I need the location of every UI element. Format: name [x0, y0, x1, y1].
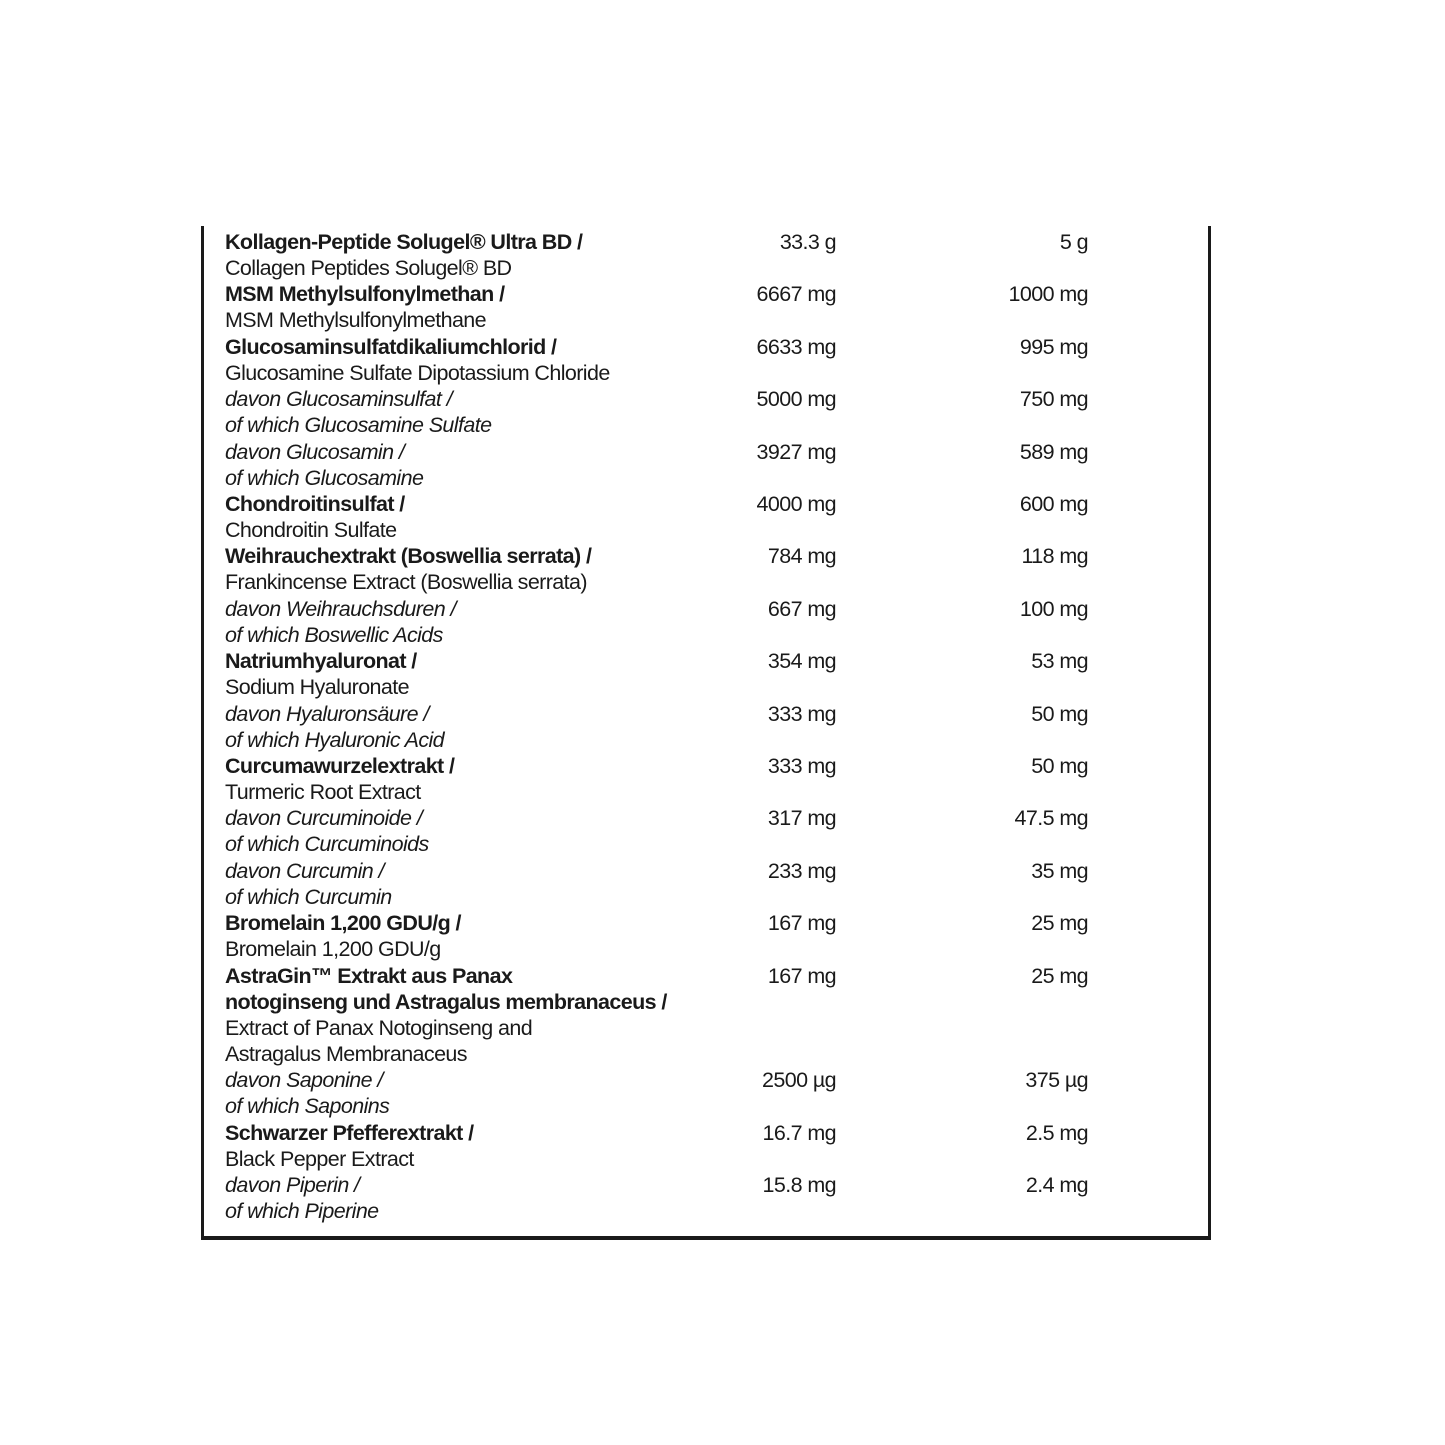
amount-per-serving: 47.5 mg [1014, 806, 1088, 831]
ingredient-line: davon Glucosaminsulfat / [225, 387, 453, 412]
amount-per-serving: 589 mg [1019, 439, 1088, 464]
ingredient-line: Turmeric Root Extract [225, 780, 421, 804]
amount-per-serving: 100 mg [1019, 596, 1088, 621]
ingredient-name [225, 596, 456, 648]
amount-per-100g: 16.7 mg [762, 1120, 836, 1145]
ingredient-name [225, 858, 392, 910]
amount-per-100g: 3927 mg [756, 439, 836, 464]
ingredient-line: davon Glucosamin / [225, 439, 405, 464]
amount-per-serving: 1000 mg [1008, 282, 1088, 307]
ingredient-line: davon Hyaluronsäure / [225, 701, 429, 726]
amount-per-serving: 25 mg [1031, 963, 1088, 988]
ingredient-name [225, 334, 610, 386]
amount-per-serving: 2.4 mg [1025, 1173, 1088, 1198]
amount-per-100g: 354 mg [767, 649, 836, 674]
ingredient-name [225, 1120, 474, 1172]
ingredient-line: of which Glucosamine Sulfate [225, 413, 492, 438]
ingredient-line: notoginseng und Astragalus membranaceus / [225, 989, 667, 1014]
ingredient-line: Kollagen-Peptide Solugel® Ultra BD / [225, 230, 583, 254]
ingredient-line: Schwarzer Pfefferextrakt / [225, 1120, 474, 1145]
amount-per-100g: 333 mg [767, 701, 836, 726]
ingredient-line: Chondroitinsulfat / [225, 492, 405, 516]
ingredient-line: davon Piperin / [225, 1173, 360, 1198]
ingredient-line: Chondroitin Sulfate [225, 518, 397, 542]
ingredient-name [225, 910, 461, 962]
ingredient-name [225, 386, 491, 438]
amount-per-serving: 53 mg [1031, 649, 1088, 674]
ingredient-name [225, 543, 591, 595]
amount-per-100g: 333 mg [767, 754, 836, 778]
ingredient-name [225, 805, 429, 857]
amount-per-100g: 167 mg [767, 963, 836, 988]
ingredient-line: davon Curcuminoide / [225, 806, 423, 831]
ingredient-name [225, 753, 454, 805]
nutrition-table [201, 226, 1211, 1240]
ingredient-line: Natriumhyaluronat / [225, 649, 417, 674]
ingredient-line: davon Weihrauchsduren / [225, 596, 456, 621]
ingredient-name [225, 963, 667, 1067]
ingredient-line: of which Piperine [225, 1199, 379, 1224]
ingredient-line: Astragalus Membranaceus [225, 1041, 467, 1066]
amount-per-serving: 750 mg [1019, 387, 1088, 412]
amount-per-100g: 2500 µg [762, 1068, 836, 1093]
amount-per-100g: 167 mg [767, 911, 836, 936]
amount-per-100g: 6667 mg [756, 282, 836, 307]
ingredient-line: Collagen Peptides Solugel® BD [225, 256, 512, 280]
ingredient-name [225, 281, 504, 333]
amount-per-100g: 233 mg [767, 858, 836, 883]
amount-per-serving: 118 mg [1021, 544, 1088, 569]
ingredient-name [225, 439, 423, 491]
amount-per-serving: 2.5 mg [1025, 1120, 1088, 1145]
ingredient-line: MSM Methylsulfonylmethane [225, 308, 487, 333]
ingredient-line: of which Saponins [225, 1094, 390, 1119]
ingredient-line: Glucosamine Sulfate Dipotassium Chloride [225, 360, 610, 385]
amount-per-100g: 667 mg [767, 596, 836, 621]
ingredient-line: AstraGin™ Extrakt aus Panax [225, 963, 513, 988]
amount-per-100g: 15.8 mg [762, 1173, 836, 1198]
ingredient-line: Sodium Hyaluronate [225, 675, 410, 700]
amount-per-serving: 5 g [1059, 230, 1088, 254]
amount-per-serving: 35 mg [1031, 858, 1088, 883]
ingredient-line: Weihrauchextrakt (Boswellia serrata) / [225, 544, 592, 569]
amount-per-serving: 600 mg [1019, 492, 1088, 516]
ingredient-line: Black Pepper Extract [225, 1146, 414, 1171]
ingredient-line: of which Glucosamine [225, 465, 424, 490]
amount-per-serving: 375 µg [1025, 1068, 1088, 1093]
amount-per-serving: 995 mg [1019, 334, 1088, 359]
ingredient-line: Frankincense Extract (Boswellia serrata) [225, 570, 587, 595]
ingredient-name [225, 491, 405, 543]
ingredient-line: Bromelain 1,200 GDU/g [225, 937, 441, 962]
amount-per-serving: 25 mg [1031, 911, 1088, 936]
amount-per-100g: 4000 mg [756, 492, 836, 516]
ingredient-line: of which Hyaluronic Acid [225, 727, 445, 752]
ingredient-line: Glucosaminsulfatdikaliumchlorid / [225, 334, 557, 359]
amount-per-100g: 784 mg [767, 544, 836, 569]
ingredient-line: Extract of Panax Notoginseng and [225, 1015, 533, 1040]
ingredient-name [225, 1067, 389, 1119]
ingredient-line: Bromelain 1,200 GDU/g / [225, 911, 461, 936]
ingredient-line: MSM Methylsulfonylmethan / [225, 282, 505, 307]
ingredient-line: davon Saponine / [225, 1068, 383, 1093]
amount-per-100g: 317 mg [767, 806, 836, 831]
ingredient-line: of which Curcumin [225, 884, 392, 909]
ingredient-name [225, 229, 582, 281]
amount-per-100g: 33.3 g [779, 230, 836, 254]
ingredient-line: davon Curcumin / [225, 858, 384, 883]
ingredient-name [225, 701, 444, 753]
ingredient-line: Curcumawurzelextrakt / [225, 754, 455, 778]
amount-per-serving: 50 mg [1031, 754, 1088, 778]
ingredient-line: of which Curcuminoids [225, 832, 429, 857]
amount-per-100g: 5000 mg [756, 387, 836, 412]
ingredient-line: of which Boswellic Acids [225, 622, 443, 647]
amount-per-100g: 6633 mg [756, 334, 836, 359]
ingredient-name [225, 1172, 379, 1224]
amount-per-serving: 50 mg [1031, 701, 1088, 726]
ingredient-name [225, 648, 417, 700]
